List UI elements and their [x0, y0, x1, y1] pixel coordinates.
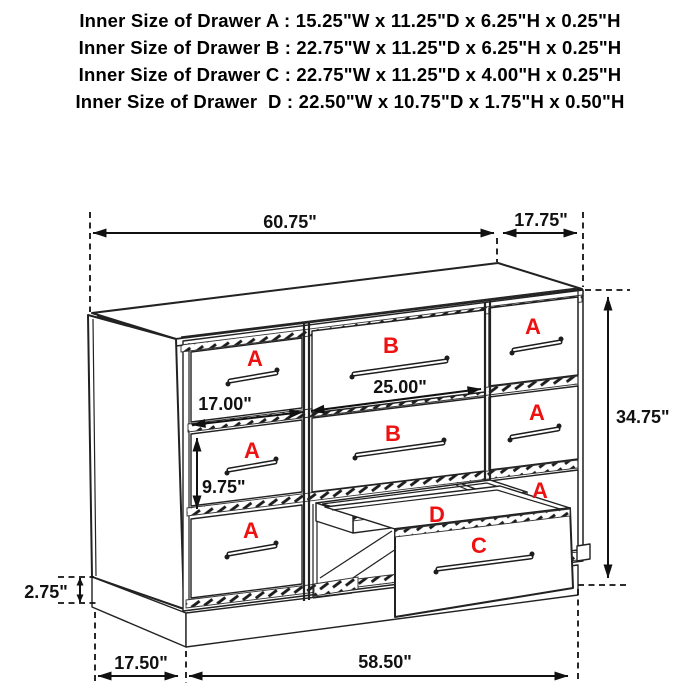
drawer-d-label: D — [429, 502, 445, 527]
drawer-b1-label: B — [383, 333, 399, 358]
dim-top-main-label: 60.75" — [263, 212, 317, 232]
dim-drawer-a-height-label: 9.75" — [202, 477, 246, 497]
spec-line-drawer-c: Inner Size of Drawer C : 22.75"W x 11.25"D x 4.00"H x 0.25"H — [78, 64, 622, 85]
drawer-c-label: C — [471, 533, 487, 558]
dim-front-width-label: 58.50" — [358, 652, 412, 672]
drawer-a6-label: A — [532, 478, 548, 503]
dim-base-height — [24, 577, 96, 603]
spec-line-drawer-d: Inner Size of Drawer D : 22.50"W x 10.75"D x 1.75"H x 0.50"H — [75, 91, 625, 112]
dim-side-depth-label: 17.50" — [114, 653, 168, 673]
slide-bracket-tab — [577, 544, 590, 561]
dim-drawer-b-width-label: 25.00" — [373, 377, 427, 397]
dim-drawer-a-width-label: 17.00" — [198, 394, 252, 414]
spec-line-drawer-a: Inner Size of Drawer A : 15.25"W x 11.25"D x 6.25"H x 0.25"H — [79, 10, 621, 31]
dim-base-height-label: 2.75" — [24, 582, 68, 602]
drawer-a4-front — [489, 297, 578, 386]
drawer-a4-label: A — [525, 314, 541, 339]
drawer-b2-label: B — [385, 421, 401, 446]
drawer-a5-front — [489, 386, 578, 470]
dim-height — [578, 290, 670, 585]
drawer-a3-label: A — [243, 518, 259, 543]
spec-line-drawer-b: Inner Size of Drawer B : 22.75"W x 11.25"D x 6.25"H x 0.25"H — [78, 37, 622, 58]
drawer-a1-label: A — [247, 346, 263, 371]
dim-top-side-label: 17.75" — [514, 210, 568, 230]
dim-height-label: 34.75" — [616, 407, 670, 427]
left-side-panel — [88, 315, 184, 609]
drawer-a5-label: A — [529, 400, 545, 425]
drawer-a2-label: A — [244, 438, 260, 463]
